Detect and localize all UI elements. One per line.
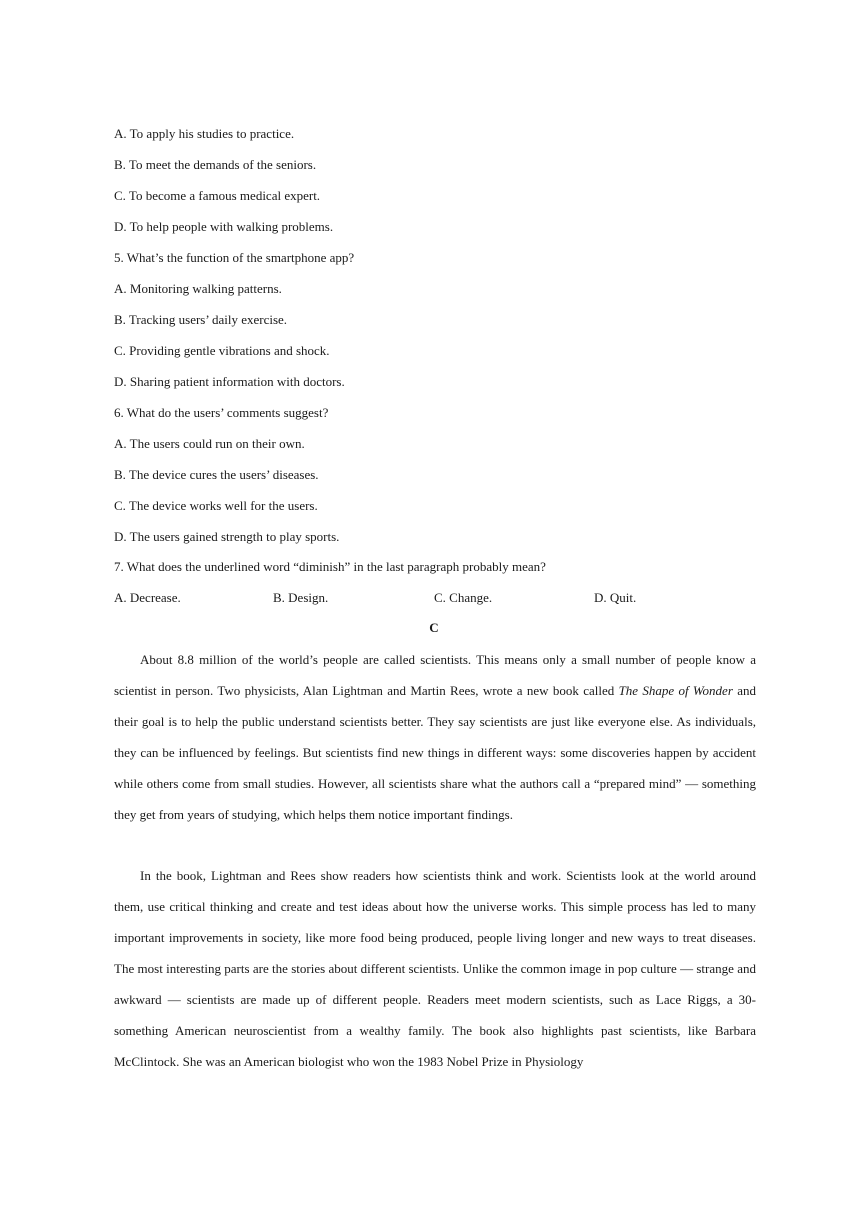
q4-option-b: B. To meet the demands of the seniors.	[114, 157, 317, 172]
q7-options-row	[114, 590, 774, 606]
q7-option-a: A. Decrease.	[114, 590, 181, 605]
q5-option-b: B. Tracking users’ daily exercise.	[114, 312, 288, 327]
q7-option-b: B. Design.	[273, 590, 329, 605]
section-c-paragraph-1	[114, 644, 756, 830]
q6-stem: 6. What do the users’ comments suggest?	[114, 405, 329, 420]
q4-option-c: C. To become a famous medical expert.	[114, 188, 321, 203]
q6-option-c: C. The device works well for the users.	[114, 498, 318, 513]
q7-stem: 7. What does the underlined word “diminish” in the last paragraph probably mean?	[114, 559, 546, 574]
q6-option-a: A. The users could run on their own.	[114, 436, 305, 451]
q6-option-d: D. The users gained strength to play sports.	[114, 529, 340, 544]
q5-option-a: A. Monitoring walking patterns.	[114, 281, 282, 296]
q7-option-d: D. Quit.	[594, 590, 637, 605]
q5-stem: 5. What’s the function of the smartphone app?	[114, 250, 355, 265]
book-title: The Shape of Wonder	[618, 683, 733, 698]
q5-option-c: C. Providing gentle vibrations and shock.	[114, 343, 330, 358]
q4-option-d: D. To help people with walking problems.	[114, 219, 334, 234]
q6-option-b: B. The device cures the users’ diseases.	[114, 467, 319, 482]
q4-option-a: A. To apply his studies to practice.	[114, 126, 295, 141]
section-c-title: C	[429, 620, 439, 635]
q7-option-c: C. Change.	[434, 590, 493, 605]
section-c-paragraph-2: In the book, Lightman and Rees show readers how scientists think and work. Scientists look at the world around them, use critical thinking and create and test ideas about how the universe works. This simple process has led to many important improvements in society, like more food being produced, people living longer and new ways to treat diseases. The most interesting parts are the stories about different scientists. Unlike the common image in pop culture — strange and awkward — scientists are made up of different people. Readers meet modern scientists, such as Lace Riggs, a 30-something American neuroscientist from a wealthy family. The book also highlights past scientists, like Barbara McClintock. She was an American biologist who won the 1983 Nobel Prize in Physiology	[114, 868, 756, 1069]
q5-option-d: D. Sharing patient information with doctors.	[114, 374, 345, 389]
paragraph-1-text-b: and their goal is to help the public understand scientists better. They say scientists are just like everyone else. As individuals, they can be influenced by feelings. But scientists find new things in different ways: some discoveries happen by accident while others come from small studies. However, all scientists share what the authors call a “prepared mind” — something they get from years of studying, which helps them notice important findings.	[114, 683, 756, 822]
paragraph-1-text-a: About 8.8 million of the world’s people are called scientists. This means only a small number of people know a scientist in person. Two physicists, Alan Lightman and Martin Rees, wrote a new book called	[114, 652, 756, 698]
